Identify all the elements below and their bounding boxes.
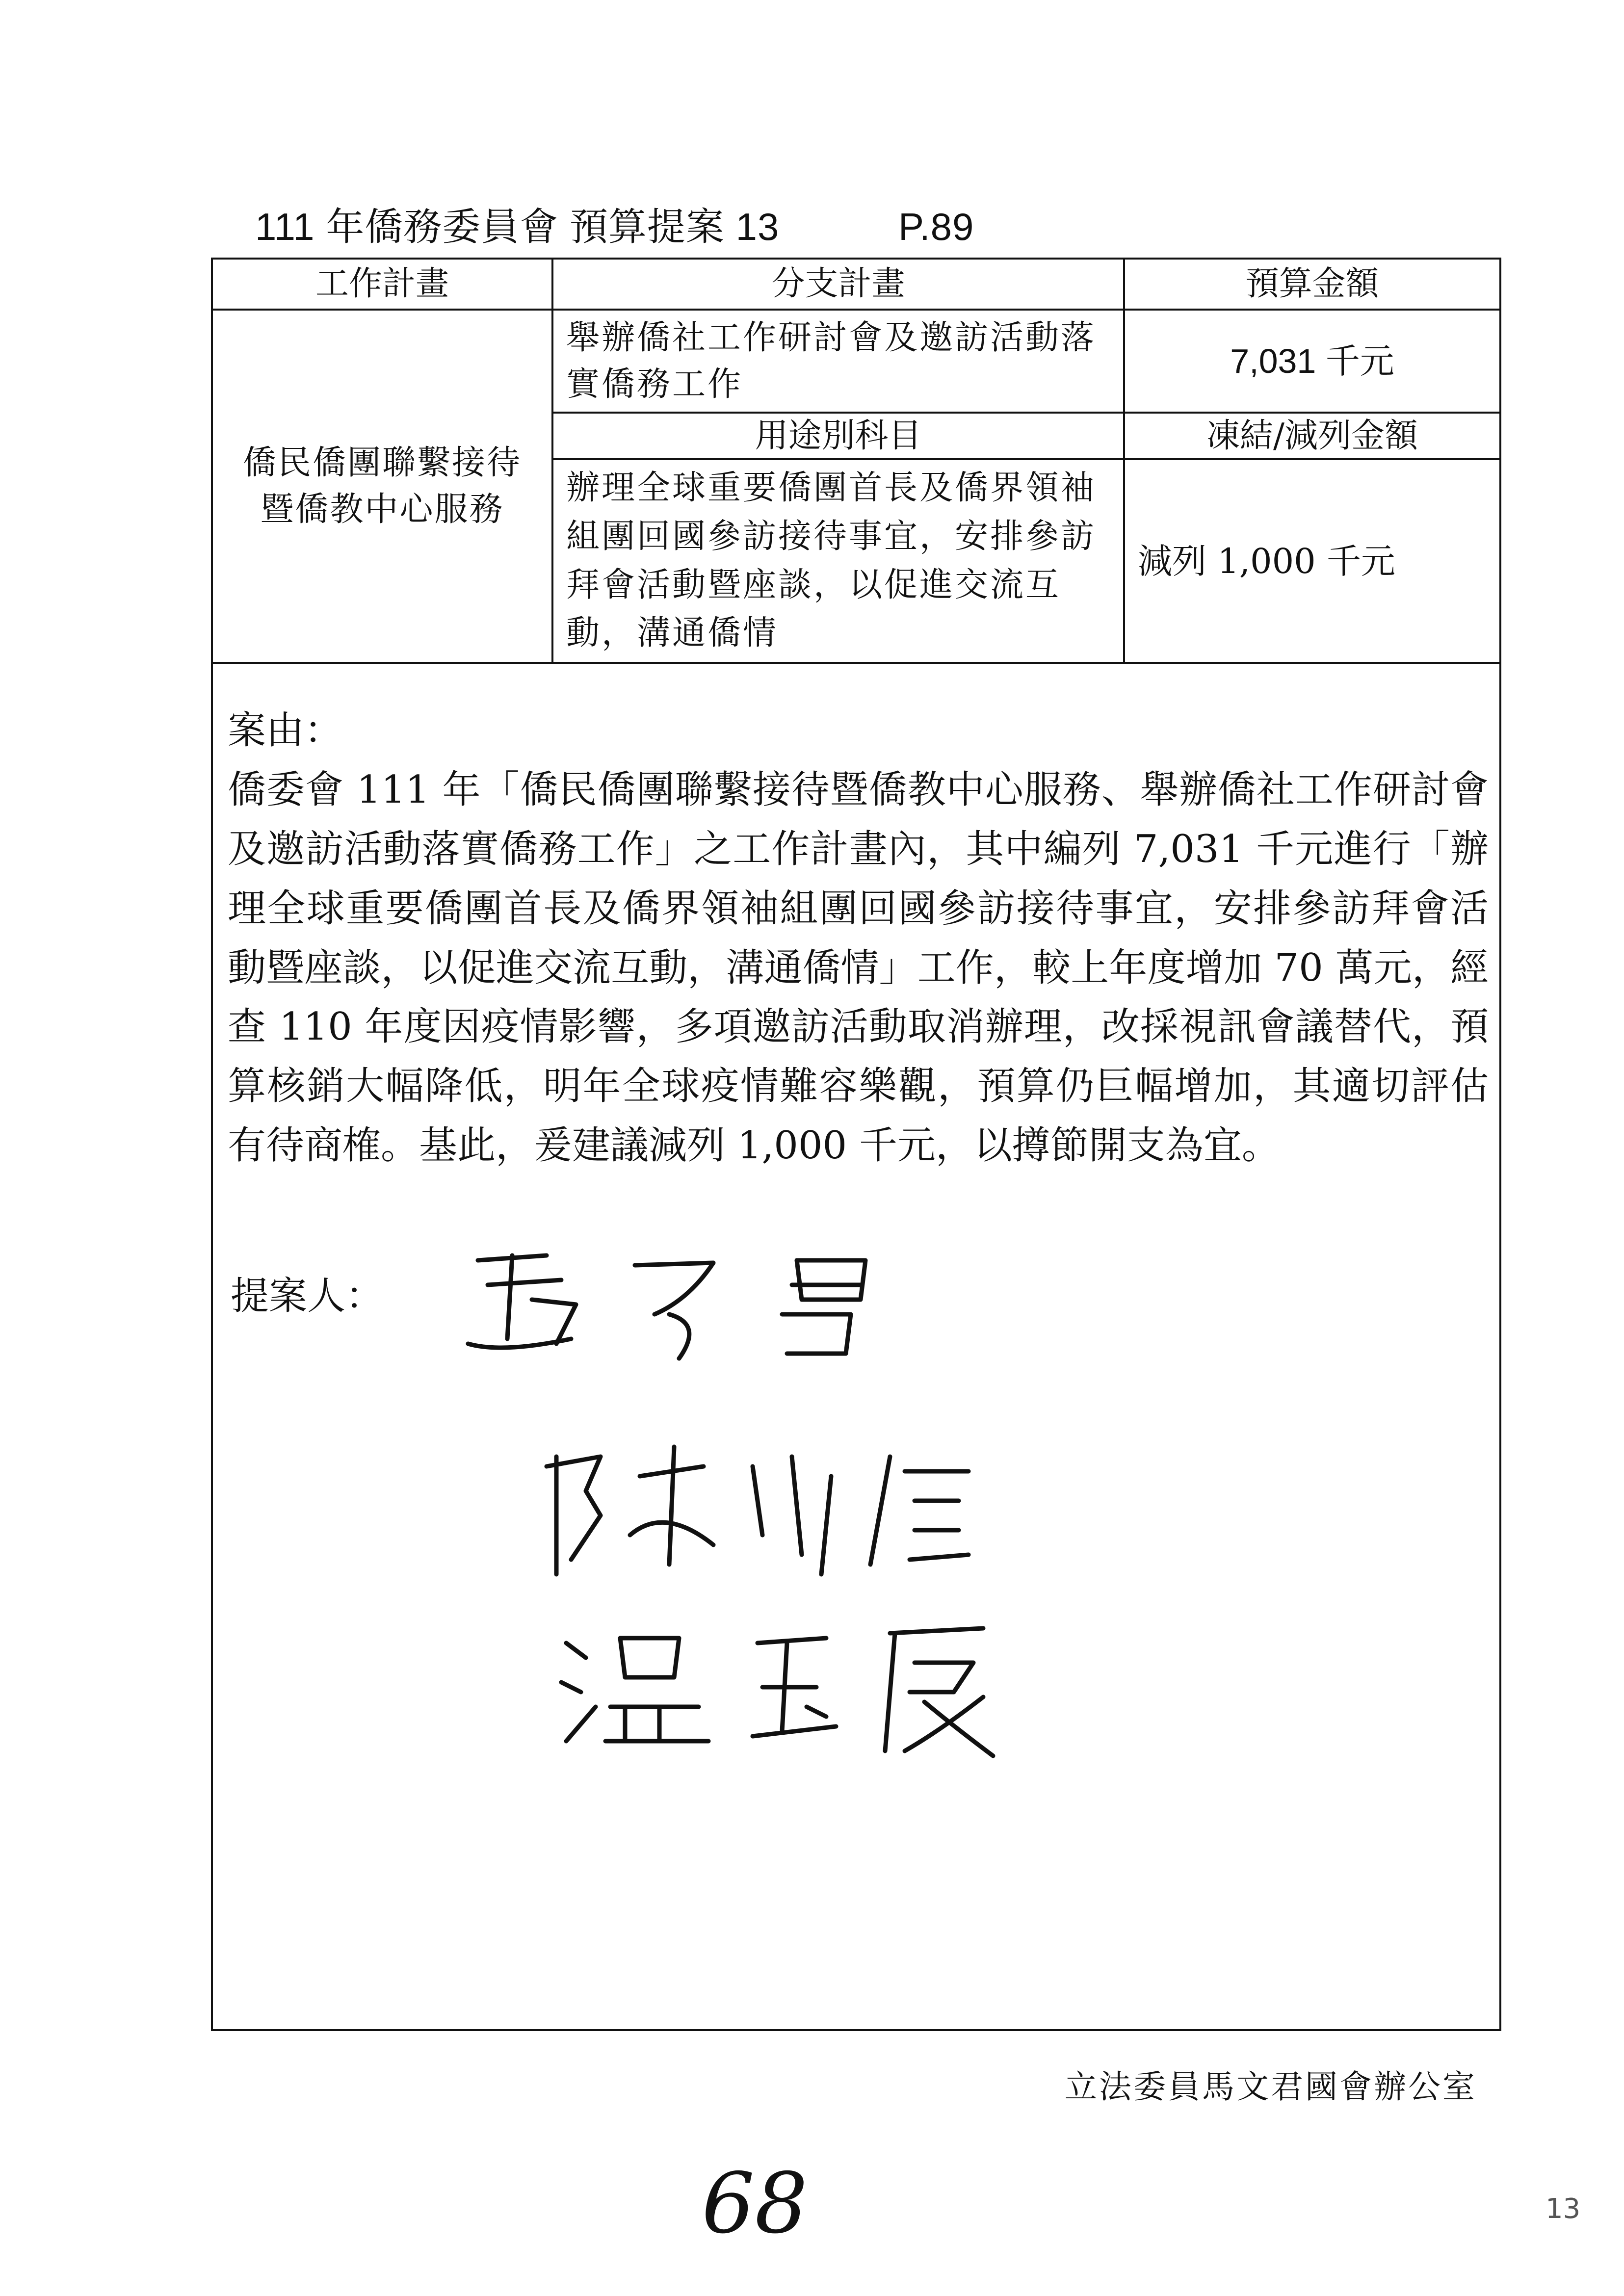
proposal-reason — [228, 701, 1489, 1175]
cut-amount-cell: 減列 1,000 千元 — [1138, 541, 1395, 581]
handwritten-page-number — [697, 2159, 824, 2247]
sub-plan-cell: 舉辦僑社工作研討會及邀訪活動落實僑務工作 — [566, 318, 1097, 404]
work-plan-cell: 僑民僑團聯繫接待暨僑教中心服務 — [242, 443, 522, 529]
budget-amount-cell: 7,031 千元 — [1230, 342, 1394, 380]
document-title — [255, 196, 974, 251]
page-reference: P.89 — [898, 205, 974, 248]
corner-number: 13 — [1545, 2193, 1581, 2225]
header-work-plan: 工作計畫 — [315, 264, 449, 304]
proposal-form — [211, 258, 1501, 2031]
proposal-title: 111 年僑務委員會 預算提案 13 — [255, 205, 780, 248]
office-name: 立法委員馬文君國會辦公室 — [1065, 2068, 1477, 2106]
header-use-subject: 用途別科目 — [755, 416, 922, 455]
header-sub-plan: 分支計畫 — [771, 264, 905, 304]
page-number: 68 — [702, 2159, 808, 2247]
signature-chen-yi-hsin — [527, 1437, 1116, 1584]
signature-wen-yu-hsia — [551, 1614, 1091, 1761]
header-freeze-cut-amount: 凍結/減列金額 — [1206, 416, 1418, 455]
use-subject-cell: 辦理全球重要僑團首長及僑界領袖組團回國參訪接待事宜，安排參訪拜會活動暨座談，以促進交流互動，溝通僑情 — [566, 469, 1097, 653]
reason-label: 案由： — [228, 708, 343, 753]
signature-ma-wen-chun — [458, 1241, 1037, 1368]
header-budget-amount: 預算金額 — [1245, 264, 1379, 304]
proposer-label: 提案人： — [231, 1274, 384, 1318]
reason-text: 僑委會 111 年「僑民僑團聯繫接待暨僑教中心服務、舉辦僑社工作研討會及邀訪活動落實僑務工作」之工作計畫內，其中編列 7,031 千元進行「辦理全球重要僑團首長及僑界領袖組團回國參訪接待事宜，安排參訪拜會活動暨座談，以促進交流互動，溝通僑情」工作，較上年度增加 70 萬元，經查 110 年度因疫情影響，多項邀訪活動取消辦理，改採視訊會議替代，預算核銷大幅降低，明年全球疫情難容樂觀，預算仍巨幅增加，其適切評估有待商榷。基此，爰建議減列 1,000 千元，以撙節開支為宜。 — [228, 767, 1489, 1168]
